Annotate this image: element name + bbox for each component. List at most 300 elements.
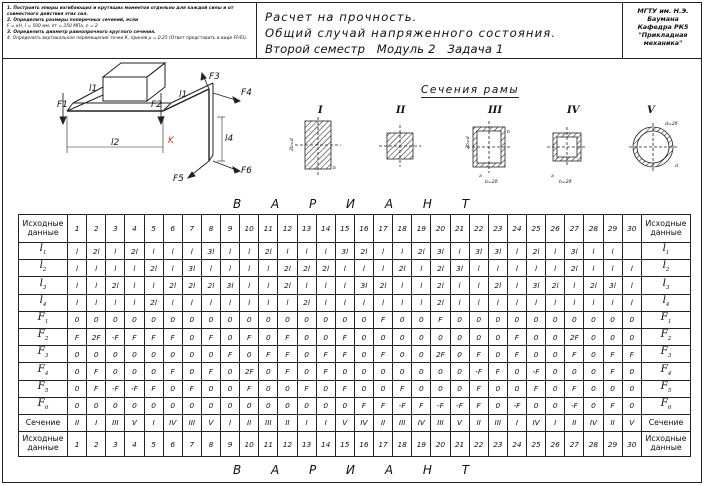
table-cell: F <box>182 380 201 397</box>
variant-table <box>18 214 691 457</box>
table-cell: 0 <box>450 363 469 380</box>
table-cell: 2F <box>431 346 450 363</box>
title-line-1: Расчет на прочность. <box>265 10 418 24</box>
table-cell: F <box>565 346 584 363</box>
table-cell: 0 <box>297 311 316 328</box>
table-cell: l <box>221 294 240 311</box>
variant-number: 5 <box>144 215 163 243</box>
variant-number: 13 <box>297 432 316 457</box>
table-cell: 0 <box>374 363 393 380</box>
table-cell: l <box>393 277 412 294</box>
variant-number: 8 <box>201 215 220 243</box>
variant-number: 1 <box>68 432 87 457</box>
table-cell: l <box>259 277 278 294</box>
table-cell: 0 <box>546 397 565 414</box>
label-F4: F4 <box>241 88 252 98</box>
table-cell: 0 <box>221 397 240 414</box>
variant-number: 22 <box>469 215 488 243</box>
table-cell: 0 <box>106 397 125 414</box>
table-cell: 0 <box>201 380 220 397</box>
variant-number: 3 <box>106 432 125 457</box>
table-cell: l <box>374 243 393 260</box>
table-cell: l <box>546 294 565 311</box>
table-cell: 0 <box>565 363 584 380</box>
variant-number: 5 <box>144 432 163 457</box>
dim-IV-wall: b=2δ <box>559 180 572 185</box>
table-cell: 0 <box>201 311 220 328</box>
table-cell: F <box>163 328 182 345</box>
table-cell: 0 <box>163 380 182 397</box>
variant-number: 10 <box>240 432 259 457</box>
table-cell: F <box>68 328 87 345</box>
table-cell: 0 <box>144 311 163 328</box>
table-cell: 0 <box>622 363 641 380</box>
table-cell: 0 <box>450 328 469 345</box>
table-cell: l <box>469 277 488 294</box>
table-cell: 3l <box>565 243 584 260</box>
table-cell: 0 <box>106 346 125 363</box>
variant-number: 11 <box>259 432 278 457</box>
row-label-right: $F_1$ <box>642 311 691 328</box>
table-cell: l <box>125 260 144 277</box>
table-cell: 0 <box>201 346 220 363</box>
table-cell: l <box>259 260 278 277</box>
table-row <box>19 328 691 345</box>
table-cell: 0 <box>584 380 603 397</box>
row-label: $l_4$ <box>19 294 68 311</box>
variant-number: 25 <box>527 432 546 457</box>
table-cell: l <box>488 260 507 277</box>
table-cell: 0 <box>507 380 526 397</box>
table-cell: l <box>68 294 87 311</box>
table-row <box>19 277 691 294</box>
table-cell: 0 <box>316 380 335 397</box>
table-cell: l <box>374 294 393 311</box>
table-header-label: Исходные данные <box>19 215 68 243</box>
label-F6: F6 <box>241 166 252 176</box>
table-cell: 0 <box>603 328 622 345</box>
table-cell: 0 <box>68 397 87 414</box>
table-cell: 0 <box>450 346 469 363</box>
table-cell: 0 <box>221 311 240 328</box>
table-cell: F <box>469 380 488 397</box>
table-cell: II <box>603 414 622 431</box>
dim-III-wall: b=2δ <box>485 180 498 185</box>
table-cell: F <box>201 363 220 380</box>
table-cell: 2l <box>144 260 163 277</box>
section-label-II: II <box>396 105 406 116</box>
table-cell: 3l <box>431 243 450 260</box>
table-cell: II <box>565 414 584 431</box>
table-cell: l <box>354 260 373 277</box>
table-cell: 0 <box>584 363 603 380</box>
table-cell: 0 <box>565 311 584 328</box>
variant-number: 28 <box>584 432 603 457</box>
table-cell: 0 <box>259 328 278 345</box>
table-cell: l <box>412 277 431 294</box>
table-cell: 0 <box>584 311 603 328</box>
row-label-right: $F_3$ <box>642 346 691 363</box>
table-cell: 0 <box>144 397 163 414</box>
table-cell: l <box>144 243 163 260</box>
table-cell: 2l <box>163 277 182 294</box>
row-label-right: $l_1$ <box>642 243 691 260</box>
table-cell: 0 <box>221 380 240 397</box>
table-cell: 0 <box>259 363 278 380</box>
variant-number: 29 <box>603 215 622 243</box>
table-cell: 2l <box>431 260 450 277</box>
table-cell: 0 <box>125 311 144 328</box>
variant-number: 2 <box>87 215 106 243</box>
table-cell: l <box>201 260 220 277</box>
table-cell: 0 <box>68 380 87 397</box>
table-cell: F <box>507 328 526 345</box>
table-cell: F <box>374 311 393 328</box>
institution-course: "Прикладная механика" <box>638 31 688 47</box>
table-cell: F <box>240 380 259 397</box>
table-cell: III <box>182 414 201 431</box>
dim-III-height: 2b=d <box>466 136 471 149</box>
table-cell: V <box>125 414 144 431</box>
table-cell: 0 <box>603 380 622 397</box>
table-cell: F <box>240 328 259 345</box>
table-cell: 0 <box>488 397 507 414</box>
row-label-right: $F_4$ <box>642 363 691 380</box>
table-cell: 0 <box>546 311 565 328</box>
table-cell: II <box>278 414 297 431</box>
table-cell: 2l <box>125 243 144 260</box>
table-cell: 0 <box>469 311 488 328</box>
table-cell: 0 <box>622 328 641 345</box>
table-cell: 0 <box>488 328 507 345</box>
row-label: Сечение <box>19 414 68 431</box>
table-cell: -F <box>527 363 546 380</box>
table-cell: IV <box>163 414 182 431</box>
table-cell: II <box>240 414 259 431</box>
task-item-params: F = кН, l = 500 мм, σт = 350 МПа, n = 2 <box>7 23 98 29</box>
table-cell: 0 <box>278 397 297 414</box>
table-cell: 0 <box>106 363 125 380</box>
table-cell: 3l <box>221 277 240 294</box>
variant-number: 12 <box>278 215 297 243</box>
row-label: $l_2$ <box>19 260 68 277</box>
table-cell: 0 <box>393 311 412 328</box>
table-cell: -F <box>125 380 144 397</box>
variant-number: 10 <box>240 215 259 243</box>
table-cell: 0 <box>335 397 354 414</box>
table-cell: l <box>316 294 335 311</box>
table-cell: 0 <box>584 328 603 345</box>
variant-number: 14 <box>316 432 335 457</box>
variant-number: 2 <box>87 432 106 457</box>
table-row <box>19 311 691 328</box>
table-cell: F <box>278 363 297 380</box>
variant-number: 16 <box>354 432 373 457</box>
section-label-III: III <box>488 105 503 116</box>
table-row <box>19 260 691 277</box>
table-cell: 0 <box>412 380 431 397</box>
table-cell: -F <box>431 397 450 414</box>
table-cell: 0 <box>221 363 240 380</box>
table-cell: 3l <box>488 243 507 260</box>
table-cell: 2F <box>87 328 106 345</box>
table-row <box>19 414 691 431</box>
table-cell: l <box>182 243 201 260</box>
table-row <box>19 363 691 380</box>
variant-number: 23 <box>488 432 507 457</box>
table-header-label-right: Исходные данные <box>642 215 691 243</box>
task-text <box>7 6 257 41</box>
table-cell: -F <box>106 328 125 345</box>
table-cell: II <box>469 414 488 431</box>
table-cell: F <box>622 346 641 363</box>
table-cell: 0 <box>507 311 526 328</box>
variant-number: 21 <box>450 432 469 457</box>
table-cell: 0 <box>469 328 488 345</box>
table-cell: 0 <box>546 363 565 380</box>
table-cell: 0 <box>182 311 201 328</box>
table-cell: l <box>527 260 546 277</box>
variant-number: 8 <box>201 432 220 457</box>
table-cell: 2l <box>87 243 106 260</box>
table-cell: l <box>450 277 469 294</box>
table-cell: 0 <box>622 380 641 397</box>
variant-number: 9 <box>221 432 240 457</box>
table-cell: l <box>278 243 297 260</box>
table-cell: 0 <box>278 311 297 328</box>
table-cell: 0 <box>163 397 182 414</box>
table-cell: 0 <box>125 363 144 380</box>
table-cell: 0 <box>622 311 641 328</box>
table-cell: F <box>221 346 240 363</box>
table-cell: 0 <box>393 363 412 380</box>
title-line-2: Общий случай напряженного состояния. <box>265 26 557 40</box>
table-cell: 0 <box>527 311 546 328</box>
table-cell: F <box>603 363 622 380</box>
frame-scheme-drawing <box>3 61 293 191</box>
table-cell: 0 <box>374 380 393 397</box>
table-cell: l <box>106 294 125 311</box>
table-cell: l <box>163 294 182 311</box>
table-cell: 0 <box>354 311 373 328</box>
table-cell: 0 <box>622 397 641 414</box>
table-cell: 2l <box>488 277 507 294</box>
table-cell: I <box>221 414 240 431</box>
table-cell: 2l <box>144 294 163 311</box>
table-cell: 0 <box>182 328 201 345</box>
table-cell: 2l <box>412 243 431 260</box>
table-cell: l <box>584 260 603 277</box>
table-cell: II <box>68 414 87 431</box>
table-cell: F <box>259 346 278 363</box>
dim-V-wall: d=2δ <box>665 122 678 127</box>
row-label-right: $F_2$ <box>642 328 691 345</box>
table-cell: 0 <box>68 311 87 328</box>
table-cell: 0 <box>527 346 546 363</box>
table-cell: F <box>507 346 526 363</box>
table-cell: 0 <box>450 380 469 397</box>
title-line-3: Второй семестр Модуль 2 Задача 1 <box>265 42 504 56</box>
row-label-right: $l_3$ <box>642 277 691 294</box>
task-item-3: 3. Определить диаметр равнопрочного круглого сечения. <box>7 29 156 35</box>
table-cell: 0 <box>527 328 546 345</box>
variant-number: 1 <box>68 215 87 243</box>
row-label-right: $l_4$ <box>642 294 691 311</box>
table-cell: l <box>240 294 259 311</box>
table-cell: l <box>507 243 526 260</box>
table-cell: l <box>507 277 526 294</box>
variant-number: 12 <box>278 432 297 457</box>
table-cell: I <box>297 414 316 431</box>
variant-number: 26 <box>546 432 565 457</box>
section-label-I: I <box>318 105 323 116</box>
sections-title: Сечения рамы <box>421 84 520 96</box>
table-cell: 0 <box>68 363 87 380</box>
table-cell: l <box>469 260 488 277</box>
table-cell: 2l <box>393 260 412 277</box>
table-cell: 0 <box>87 397 106 414</box>
row-label-right: $F_6$ <box>642 397 691 414</box>
variant-number: 3 <box>106 215 125 243</box>
table-cell: F <box>297 380 316 397</box>
table-cell: 0 <box>125 397 144 414</box>
label-F3: F3 <box>209 72 220 82</box>
variant-number: 28 <box>584 215 603 243</box>
table-cell: 2l <box>374 277 393 294</box>
table-cell: l <box>163 260 182 277</box>
row-label: $F_2$ <box>19 328 68 345</box>
table-cell: 3l <box>603 277 622 294</box>
table-cell: 0 <box>374 328 393 345</box>
table-cell <box>622 243 641 260</box>
variant-number: 17 <box>374 432 393 457</box>
support-side-face <box>147 63 165 101</box>
table-cell: 0 <box>354 380 373 397</box>
table-cell: -F <box>450 397 469 414</box>
dim-V-d: d <box>675 164 678 169</box>
table-cell: F <box>603 397 622 414</box>
table-cell: F <box>144 328 163 345</box>
table-cell: 2l <box>431 277 450 294</box>
task-item-2: 2. Определить размеры поперечных сечений, если <box>7 17 139 23</box>
table-cell: 2l <box>354 243 373 260</box>
variant-number: 30 <box>622 215 641 243</box>
table-cell: 2l <box>278 277 297 294</box>
table-cell: 3l <box>469 243 488 260</box>
table-cell: 0 <box>182 363 201 380</box>
table-cell: III <box>431 414 450 431</box>
table-cell: l <box>144 277 163 294</box>
table-header-row <box>19 215 691 243</box>
variant-number: 15 <box>335 432 354 457</box>
table-row <box>19 346 691 363</box>
header-divider-left <box>256 3 257 59</box>
table-cell: -F <box>393 397 412 414</box>
table-cell: 0 <box>182 346 201 363</box>
table-cell: l <box>240 243 259 260</box>
table-cell: l <box>221 260 240 277</box>
dim-I-height: 2b=d <box>290 138 295 151</box>
table-cell: F <box>144 380 163 397</box>
variant-number: 6 <box>163 215 182 243</box>
label-K: K <box>168 136 174 146</box>
table-cell: l <box>546 243 565 260</box>
row-label: $F_6$ <box>19 397 68 414</box>
variant-number: 18 <box>393 215 412 243</box>
label-l1: l1 <box>89 84 98 94</box>
table-cell: IV <box>412 414 431 431</box>
table-cell: l <box>412 294 431 311</box>
table-cell: 0 <box>335 363 354 380</box>
table-footer-label-right: Исходные данные <box>642 432 691 457</box>
variant-number: 14 <box>316 215 335 243</box>
variant-number: 7 <box>182 215 201 243</box>
table-cell: 2l <box>431 294 450 311</box>
table-cell: F <box>201 328 220 345</box>
table-cell: V <box>201 414 220 431</box>
table-cell: 2l <box>316 260 335 277</box>
variant-number: 19 <box>412 432 431 457</box>
table-cell: III <box>393 414 412 431</box>
table-cell: F <box>316 363 335 380</box>
row-label: $F_3$ <box>19 346 68 363</box>
variant-number: 22 <box>469 432 488 457</box>
table-cell: 2l <box>259 243 278 260</box>
table-cell: l <box>240 277 259 294</box>
task-item-4: 4. Определить вертикальное перемещение точки К, приняв μ = 0.25 (Ответ представить в виде FF/EI). <box>7 35 248 41</box>
table-cell: l <box>106 260 125 277</box>
table-cell: F <box>469 346 488 363</box>
variant-number: 9 <box>221 215 240 243</box>
variant-number: 30 <box>622 432 641 457</box>
table-cell: 0 <box>106 311 125 328</box>
table-cell: 3l <box>182 260 201 277</box>
table-cell: 0 <box>431 380 450 397</box>
table-cell: F <box>527 380 546 397</box>
table-cell: F <box>565 380 584 397</box>
variant-number: 27 <box>565 432 584 457</box>
table-cell: 0 <box>412 328 431 345</box>
table-cell: 0 <box>488 380 507 397</box>
table-cell: 0 <box>412 346 431 363</box>
table-cell: l <box>622 260 641 277</box>
table-cell: l <box>450 243 469 260</box>
table-cell: F <box>488 363 507 380</box>
variant-number: 27 <box>565 215 584 243</box>
variant-number: 4 <box>125 432 144 457</box>
table-cell: l <box>584 243 603 260</box>
variant-number: 21 <box>450 215 469 243</box>
table-cell: -F <box>507 397 526 414</box>
support-front-face <box>103 77 147 101</box>
table-cell: 0 <box>240 311 259 328</box>
table-cell: 0 <box>278 380 297 397</box>
table-cell: l <box>182 294 201 311</box>
table-cell: 2l <box>106 277 125 294</box>
table-cell: 0 <box>182 397 201 414</box>
header-divider-right <box>622 3 623 59</box>
table-cell: -F <box>469 363 488 380</box>
table-cell: I <box>87 414 106 431</box>
label-l4: l4 <box>225 134 234 144</box>
variant-number: 11 <box>259 215 278 243</box>
table-cell: 2l <box>182 277 201 294</box>
table-cell: l <box>201 294 220 311</box>
variant-number: 17 <box>374 215 393 243</box>
table-cell: F <box>278 346 297 363</box>
table-cell: l <box>603 260 622 277</box>
table-cell: F <box>412 397 431 414</box>
